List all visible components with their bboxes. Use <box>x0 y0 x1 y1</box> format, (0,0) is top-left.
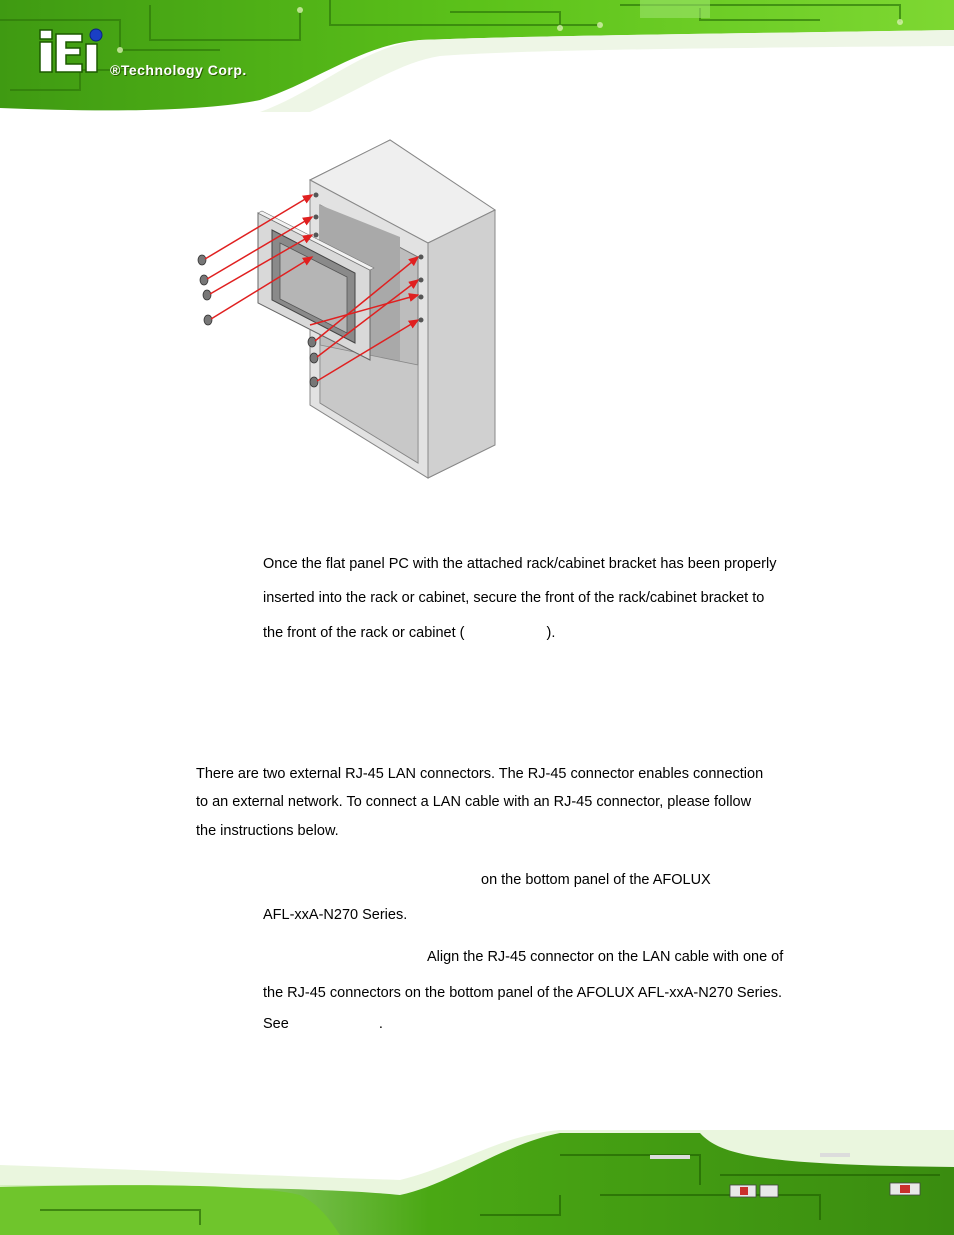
step-text-line2: inserted into the rack or cabinet, secure the front of the rack/cabinet bracket to <box>263 590 765 606</box>
step1-line2: AFL-xxA-N270 Series. <box>263 907 408 923</box>
step1-line1: on the bottom panel of the AFOLUX <box>481 872 711 888</box>
company-logo <box>38 28 108 79</box>
company-tagline: ®Technology Corp. <box>110 62 247 78</box>
header-banner <box>0 0 954 112</box>
intro-line3: the instructions below. <box>196 823 339 839</box>
step2-line2: the RJ-45 connectors on the bottom panel of the AFOLUX AFL-xxA-N270 Series. <box>263 985 783 1001</box>
step2-line1: Align the RJ-45 connector on the LAN cable with one of <box>427 949 784 965</box>
intro-line2: to an external network. To connect a LAN cable with an RJ-45 connector, please follow <box>196 794 752 810</box>
step-text-line3 <box>263 623 555 643</box>
iei-logo-icon <box>38 28 108 74</box>
step-text-line3-start: the front of the rack or cabinet ( <box>263 625 465 641</box>
step-text-line3-end: ). <box>546 625 556 641</box>
rack-mount-illustration <box>190 135 510 485</box>
footer-banner <box>0 1125 954 1235</box>
step2-line3 <box>263 1014 383 1034</box>
step2-line3-end: . <box>378 1016 383 1032</box>
step-text-line1: Once the flat panel PC with the attached rack/cabinet bracket has been properly <box>263 556 777 572</box>
intro-line1: There are two external RJ-45 LAN connectors. The RJ-45 connector enables connection <box>196 766 764 782</box>
step2-line3-start: See <box>263 1016 289 1032</box>
